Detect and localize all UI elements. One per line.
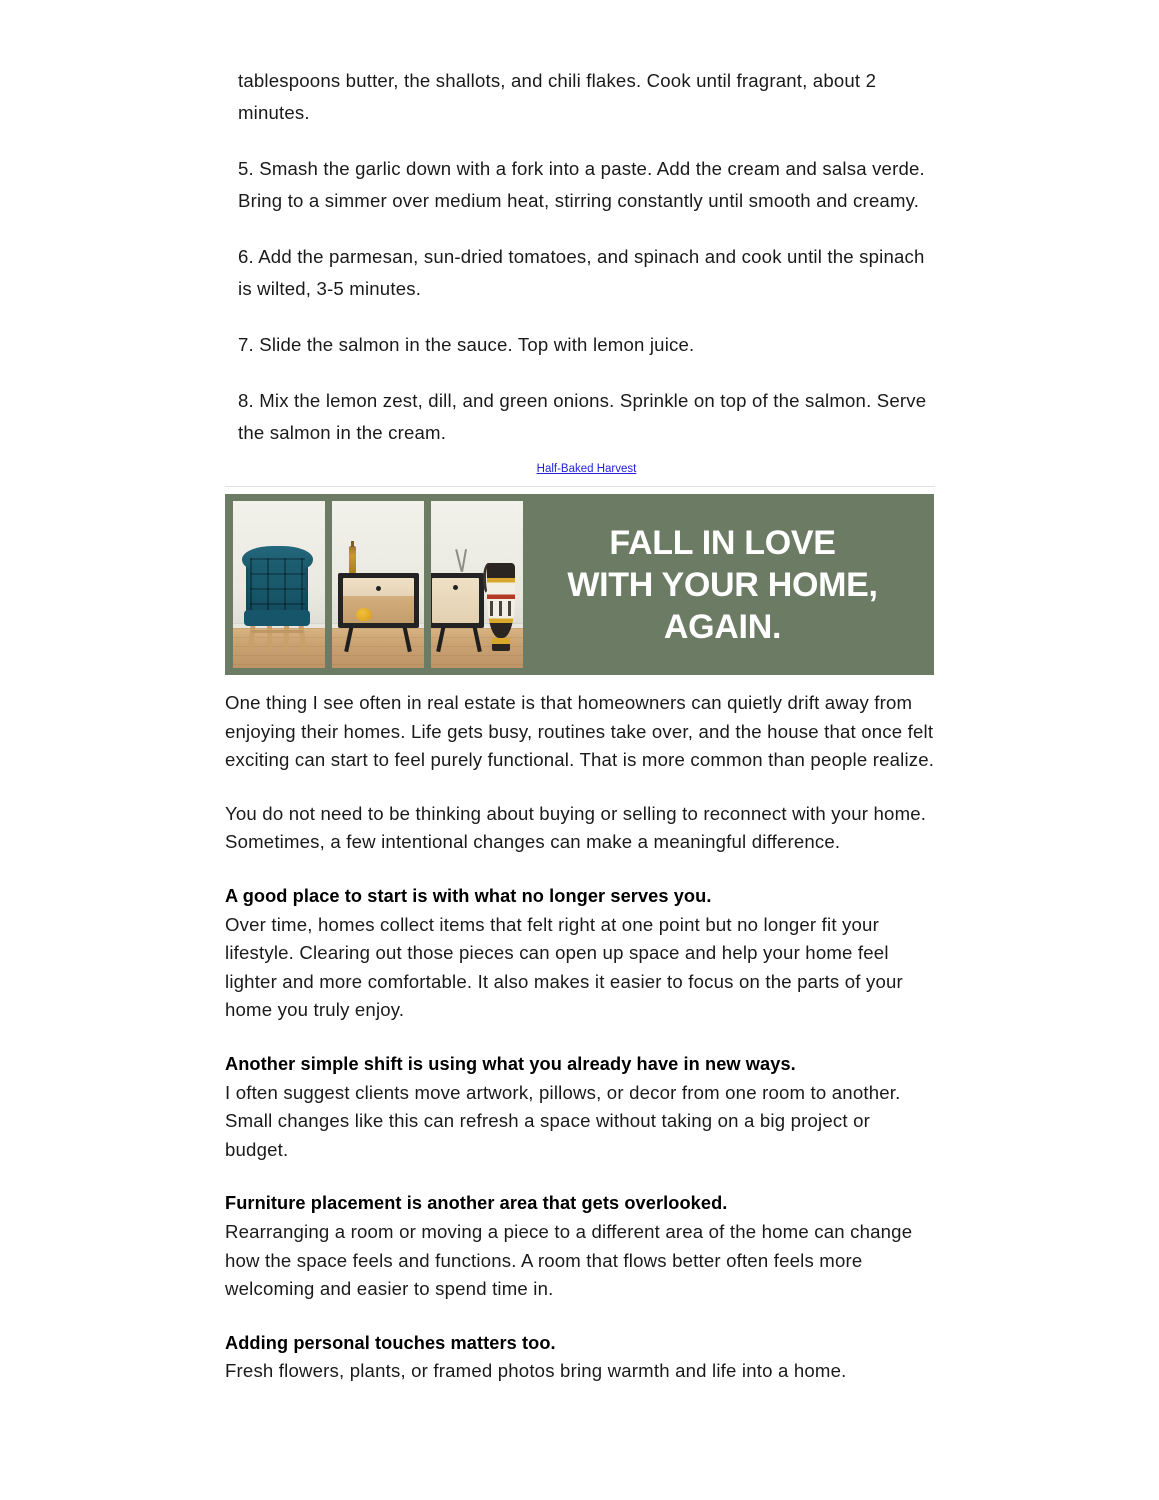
banner-headline-line-1: FALL IN LOVE [609,523,836,562]
page-content-column [225,0,935,1411]
sideboard-door [432,578,479,623]
photo-panel-sideboard-vase [431,501,523,668]
article-section-3 [225,1189,935,1303]
recipe-step-continuation: tablespoons butter, the shallots, and chili flakes. Cook until fragrant, about 2 minutes. [238,70,877,123]
sideboard-cabinet-right [431,573,484,628]
banner-headline [523,494,934,675]
article-body [225,675,935,1386]
section-body: I often suggest clients move artwork, pillows, or decor from one room to another. Small changes like this can refresh a space without taking on a big project or budget. [225,1081,901,1160]
half-baked-harvest-link[interactable]: Half-Baked Harvest [536,463,637,475]
decor-sticks-icon [457,549,469,572]
recipe-step-6: 6. Add the parmesan, sun-dried tomatoes, and spinach and cook until the spinach is wilted, 3-5 minutes. [238,246,925,299]
recipe-step-5: 5. Smash the garlic down with a fork into a paste. Add the cream and salsa verde. Bring to a simmer over medium heat, stirring constantly until smooth and creamy. [238,158,925,211]
recipe-step-8: 8. Mix the lemon zest, dill, and green onions. Sprinkle on top of the salmon. Serve the salmon in the cream. [238,390,927,443]
section-body: Fresh flowers, plants, or framed photos bring warmth and life into a home. [225,1360,847,1382]
article-section-4 [225,1329,935,1386]
article-section-2 [225,1050,935,1164]
sideboard-legs-icon [435,625,483,652]
banner-headline-line-2: WITH YOUR HOME, [567,565,878,604]
section-body: Rearranging a room or moving a piece to a different area of the home can change how the space feels and functions. A room that flows better often feels more welcoming and easier to spend time in. [225,1220,913,1300]
decorative-vase-icon [484,558,517,652]
recipe-steps-block [225,0,935,449]
section-heading: Furniture placement is another area that gets overlooked. [225,1193,728,1214]
decor-bottle-icon [349,546,356,573]
section-heading: Adding personal touches matters too. [225,1332,556,1353]
photo-panel-armchair [233,501,325,668]
fall-in-love-banner[interactable] [225,494,934,675]
intro-paragraph-1: One thing I see often in real estate is that homeowners can quietly drift away from enjoying their homes. Life gets busy, routines take over, and the house that once felt exciting can start to feel purely functional. That is more common than people realize. [225,692,935,771]
section-heading: Another simple shift is using what you already have in new ways. [225,1053,796,1074]
recipe-step-7: 7. Slide the salmon in the sauce. Top with lemon juice. [238,334,695,355]
article-section-1 [225,882,935,1025]
sideboard-cabinet-left [338,573,419,628]
photo-panel-sideboard-left [332,501,424,668]
armchair-seat-icon [244,610,310,627]
section-body: Over time, homes collect items that felt right at one point but no longer fit your lifestyle. Clearing out those pieces can open up space and help your home feel lighter and more comfortable. It also makes it easier to focus on the parts of your home you truly enjoy. [225,913,903,1021]
banner-headline-line-3: AGAIN. [663,607,782,646]
sideboard-legs-icon [343,625,413,652]
vase-body [487,563,515,638]
section-divider [225,486,935,487]
section-heading: A good place to start is with what no longer serves you. [225,885,712,906]
vase-foot [492,638,511,651]
banner-interior-photo [225,494,523,675]
recipe-attribution [225,459,935,477]
intro-paragraph-2: You do not need to be thinking about buying or selling to reconnect with your home. Sometimes, a few intentional changes can make a meaningful difference. [225,802,927,853]
sideboard-open-shelf [343,596,414,622]
